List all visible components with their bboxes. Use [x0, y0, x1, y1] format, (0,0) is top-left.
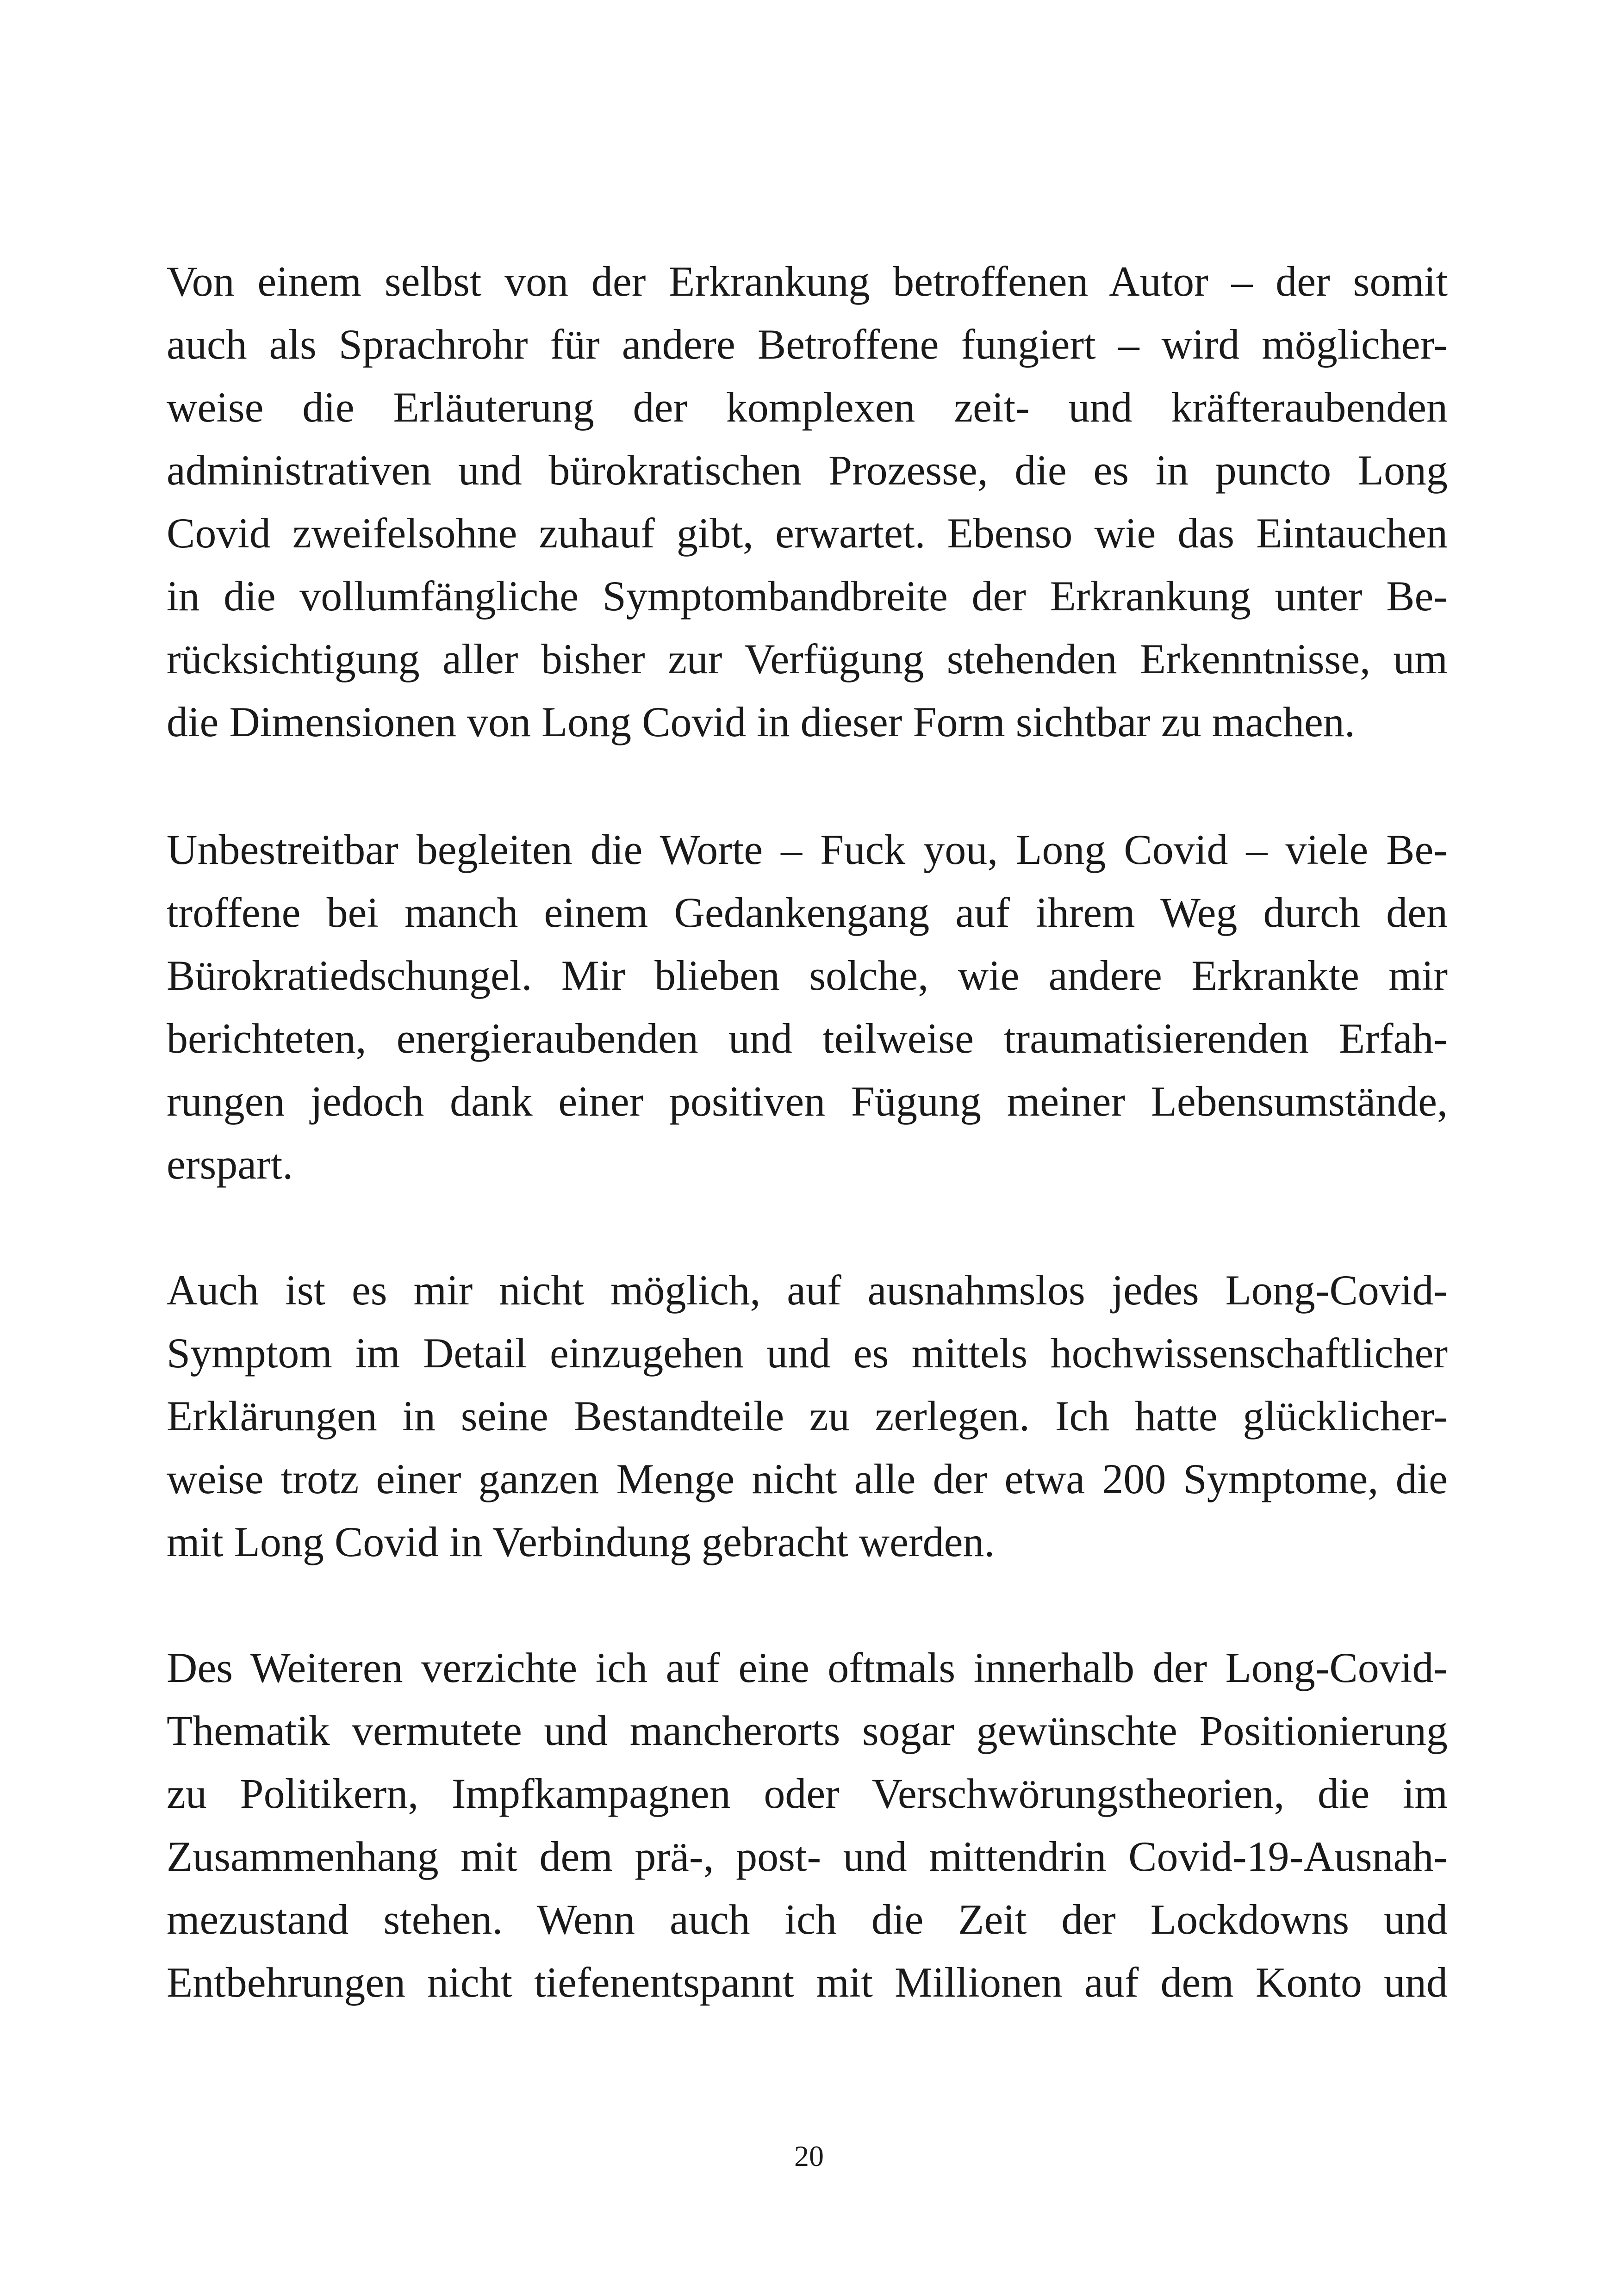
text-line: Unbestreitbar begleiten die Worte – Fuck you, Long Covid – viele Be-	[167, 826, 1448, 873]
text-line: Von einem selbst von der Erkrankung betroffenen Autor – der somit	[167, 258, 1448, 305]
text-line: Symptom im Detail einzugehen und es mittels hochwissenschaftlicher	[167, 1329, 1448, 1377]
text-line: erspart.	[167, 1141, 293, 1188]
text-line: auch als Sprachrohr für andere Betroffene fungiert – wird möglicher-	[167, 321, 1448, 368]
text-line: Entbehrungen nicht tiefenentspannt mit Millionen auf dem Konto und	[167, 1959, 1448, 2006]
text-line: mit Long Covid in Verbindung gebracht werden.	[167, 1518, 995, 1565]
paragraph-2	[167, 818, 1448, 1196]
text-line: Bürokratiedschungel. Mir blieben solche, wie andere Erkrankte mir	[167, 952, 1448, 999]
text-line: in die vollumfängliche Symptombandbreite der Erkrankung unter Be-	[167, 572, 1448, 620]
text-line: mezustand stehen. Wenn auch ich die Zeit der Lockdowns und	[167, 1896, 1448, 1943]
text-line: die Dimensionen von Long Covid in dieser Form sichtbar zu machen.	[167, 698, 1355, 745]
text-line: Des Weiteren verzichte ich auf eine oftmals innerhalb der Long-Covid-	[167, 1644, 1448, 1691]
text-line: rücksichtigung aller bisher zur Verfügung stehenden Erkenntnisse, um	[167, 635, 1448, 683]
text-line: Erklärungen in seine Bestandteile zu zerlegen. Ich hatte glücklicher-	[167, 1392, 1448, 1440]
text-line: troffene bei manch einem Gedankengang auf ihrem Weg durch den	[167, 889, 1448, 936]
text-line: administrativen und bürokratischen Prozesse, die es in puncto Long	[167, 447, 1448, 494]
text-line: Covid zweifelsohne zuhauf gibt, erwartet. Ebenso wie das Eintauchen	[167, 509, 1448, 557]
text-line: berichteten, energieraubenden und teilweise traumatisierenden Erfah-	[167, 1015, 1448, 1062]
text-line: weise trotz einer ganzen Menge nicht alle der etwa 200 Symptome, die	[167, 1455, 1448, 1502]
paragraph-1	[167, 250, 1448, 753]
paragraph-3	[167, 1259, 1448, 1573]
paragraph-4	[167, 1636, 1448, 2014]
page-number: 20	[794, 2140, 824, 2172]
text-line: weise die Erläuterung der komplexen zeit- und kräfteraubenden	[167, 384, 1448, 431]
text-line: zu Politikern, Impfkampagnen oder Verschwörungstheorien, die im	[167, 1770, 1448, 1817]
text-line: Zusammenhang mit dem prä-, post- und mittendrin Covid-19-Ausnah-	[167, 1833, 1448, 1880]
text-line: rungen jedoch dank einer positiven Fügung meiner Lebensumstände,	[167, 1078, 1448, 1125]
text-line: Auch ist es mir nicht möglich, auf ausnahmslos jedes Long-Covid-	[167, 1266, 1448, 1314]
text-line: Thematik vermutete und mancherorts sogar gewünschte Positionierung	[167, 1707, 1448, 1754]
